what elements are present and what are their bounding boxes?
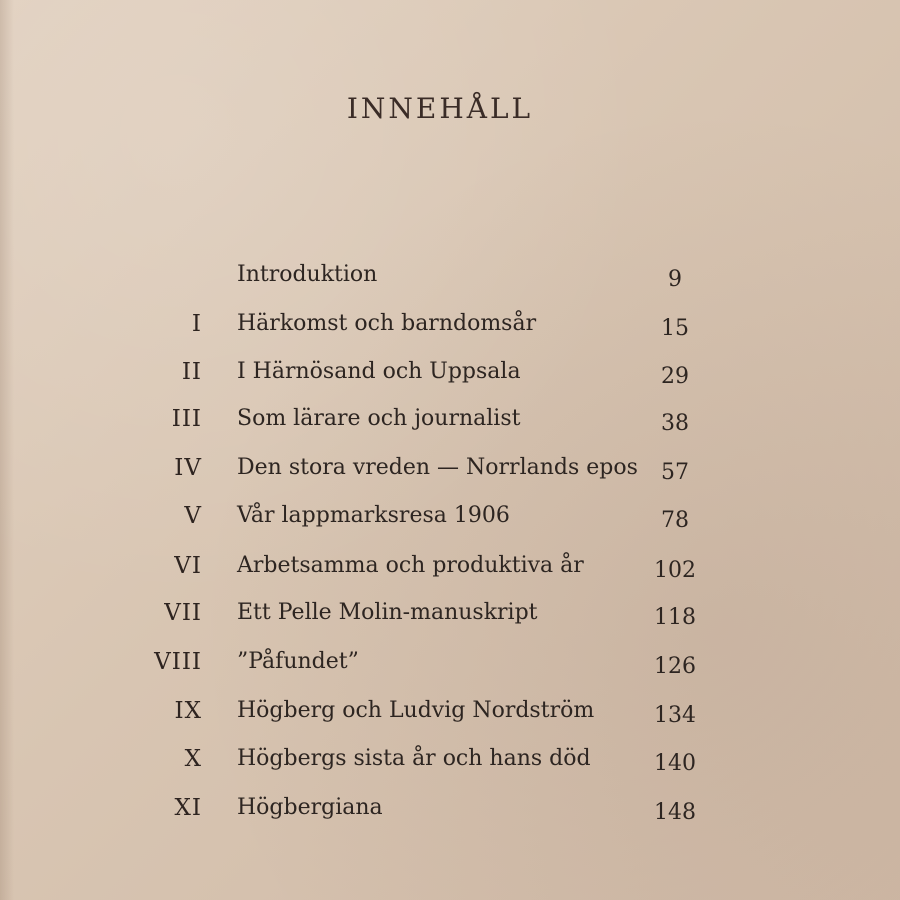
toc-entry-title: Introduktion <box>237 262 378 287</box>
toc-entry-introduction <box>0 262 900 302</box>
toc-entry-7 <box>0 600 900 640</box>
toc-roman-numeral: IV <box>174 455 202 481</box>
toc-page-number: 102 <box>654 558 696 583</box>
toc-roman-numeral: VI <box>174 553 202 579</box>
toc-page-number: 78 <box>661 508 689 533</box>
toc-entry-3 <box>0 406 900 446</box>
toc-entry-10 <box>0 746 900 786</box>
toc-entry-9 <box>0 698 900 738</box>
toc-entry-2 <box>0 359 900 399</box>
toc-page-number: 134 <box>654 703 696 728</box>
toc-page-number: 57 <box>661 460 689 485</box>
toc-entry-title: Den stora vreden — Norrlands epos <box>237 455 638 480</box>
toc-page-number: 148 <box>654 800 696 825</box>
toc-entry-8 <box>0 649 900 689</box>
toc-roman-numeral: XI <box>174 795 202 821</box>
toc-roman-numeral: I <box>191 311 202 337</box>
toc-roman-numeral: VIII <box>154 649 202 675</box>
toc-entry-title: Som lärare och journalist <box>237 406 521 431</box>
toc-page-number: 38 <box>661 411 689 436</box>
toc-entry-title: Härkomst och barndomsår <box>237 311 537 336</box>
toc-entry-4 <box>0 455 900 495</box>
toc-roman-numeral: II <box>181 359 202 385</box>
toc-entry-6 <box>0 553 900 593</box>
toc-entry-title: Högbergiana <box>237 795 383 820</box>
toc-page-number: 15 <box>661 316 689 341</box>
toc-entry-title: Högbergs sista år och hans död <box>237 746 591 771</box>
toc-entry-title: Högberg och Ludvig Nordström <box>237 698 595 723</box>
toc-roman-numeral: III <box>171 406 202 432</box>
toc-roman-numeral: IX <box>174 698 202 724</box>
toc-entry-title: Arbetsamma och produktiva år <box>237 553 584 578</box>
toc-roman-numeral: VII <box>164 600 202 626</box>
toc-entry-title: Ett Pelle Molin-manuskript <box>237 600 538 625</box>
toc-page-number: 140 <box>654 751 696 776</box>
toc-page-number: 118 <box>654 605 696 630</box>
toc-entry-title: Vår lappmarksresa 1906 <box>237 503 510 528</box>
toc-entry-title: ”Påfundet” <box>237 649 359 674</box>
page-title: INNEHÅLL <box>346 92 534 125</box>
toc-roman-numeral: X <box>184 746 202 772</box>
toc-page-number: 9 <box>668 267 682 292</box>
toc-entry-title: I Härnösand och Uppsala <box>237 359 521 384</box>
toc-entry-1 <box>0 311 900 351</box>
toc-entry-11 <box>0 795 900 835</box>
toc-page-number: 126 <box>654 654 696 679</box>
toc-entry-5 <box>0 503 900 543</box>
toc-roman-numeral: V <box>184 503 202 529</box>
toc-page-number: 29 <box>661 364 689 389</box>
